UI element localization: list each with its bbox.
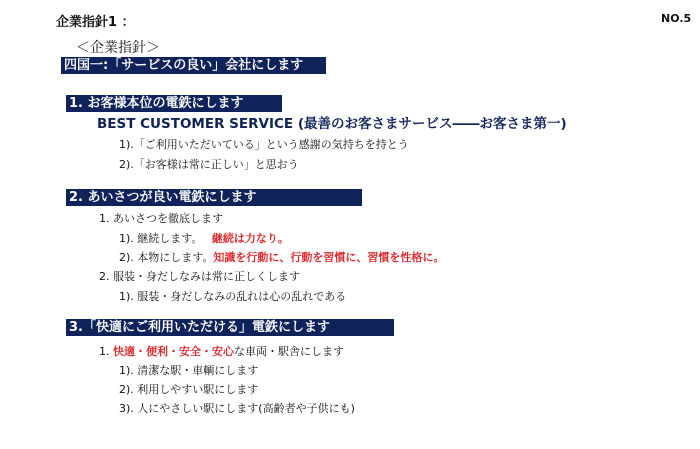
emphasis-text: 快適・便利・安全・安心	[113, 345, 234, 358]
section-1-heading: 1. お客様本位の電鉄にします	[66, 95, 282, 112]
section-2-item-2	[119, 249, 444, 265]
emphasis-text: 知識を行動に、行動を習慣に、習慣を性格に。	[213, 251, 445, 264]
section-2-item-3: 1). 服装・身だしなみの乱れは心の乱れである	[119, 290, 347, 303]
section-1-item-1: 1).「ご利用いただいている」という感謝の気持ちを持とう	[119, 138, 409, 151]
section-2-heading: 2. あいさつが良い電鉄にします	[66, 189, 362, 206]
section-2-item-1	[119, 230, 289, 246]
section-2-sub-1: 1. あいさつを徹底します	[99, 212, 223, 225]
section-1-item-2: 2).「お客様は常に正しい」と思おう	[119, 158, 299, 171]
section-2-sub-2: 2. 服装・身だしなみは常に正しくします	[99, 270, 300, 283]
item-text: 1). 継続します。	[119, 232, 203, 245]
policy-label: ＜企業指針＞	[76, 40, 160, 56]
item-text: 1.	[99, 345, 110, 358]
service-motto: BEST CUSTOMER SERVICE (最善のお客さまサービス――お客さま第一)	[97, 116, 567, 132]
document-title: 企業指針1 ：	[56, 15, 135, 30]
section-3-item-2: 2). 利用しやすい駅にします	[119, 383, 259, 396]
section-3-sub-1	[99, 343, 344, 359]
section-3-heading: 3.「快適にご利用いただける」電鉄にします	[66, 319, 394, 336]
section-3-item-3: 3). 人にやさしい駅にします(高齢者や子供にも)	[119, 402, 355, 415]
section-3-item-1: 1). 清潔な駅・車輌にします	[119, 364, 259, 377]
item-text: な車両・駅舎にします	[234, 345, 344, 358]
emphasis-text: 継続は力なり。	[211, 232, 289, 245]
item-text: 2). 本物にします。	[119, 251, 214, 264]
main-policy-banner: 四国一:「サービスの良い」会社にします	[61, 57, 326, 74]
page-number: NO.5	[661, 12, 692, 25]
